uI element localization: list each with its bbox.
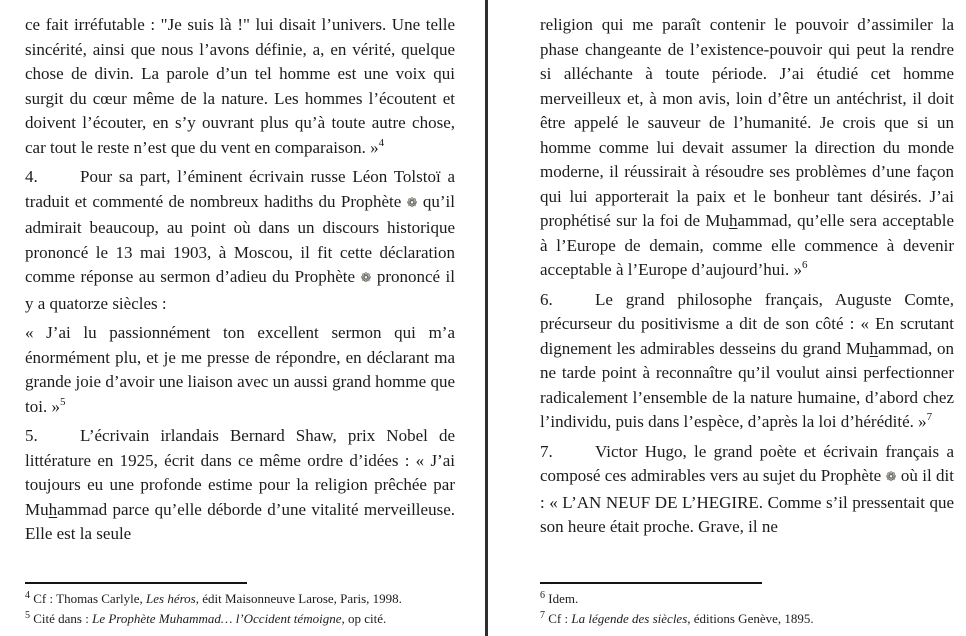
footnote-6 <box>540 589 952 609</box>
footnote-ref: 5 <box>59 395 66 408</box>
paragraph-number: 6. <box>540 289 553 309</box>
text-segment: Pour sa part, l’éminent écrivain russe Léon Tolstoï a traduit et commenté de nombreux hadiths du Prophète <box>25 167 455 211</box>
text-segment: Cf : Thomas Carlyle, <box>30 591 147 606</box>
footnote-7 <box>540 609 952 629</box>
text-segment: où il dit : « L’AN NEUF DE L’HEGIRE. Comme s’il pressentait que son heure était proche. Grave, il ne <box>540 466 954 536</box>
pbuh-icon: ❁ <box>406 195 418 211</box>
text-segment: , édit Maisonneuve Larose, Paris, 1998. <box>195 591 402 606</box>
footnote-5 <box>25 609 453 629</box>
text-segment: , éditions Genève, 1895. <box>687 610 814 626</box>
text-segment: prononcé il y a quatorze siècles : <box>25 267 455 313</box>
pbuh-icon: ❁ <box>360 271 372 286</box>
paragraph-number: 7. <box>540 441 553 461</box>
text-segment: ce fait irréfutable : "Je suis là !" lui disait l’univers. Une telle sincérité, ainsi que nous l’avons définie, a, en vérité, quelque chose de divin. La parole d’un tel homme est une voix qui surgit du cœur même de la nature. Les hommes l’écoutent et doivent l’écouter, en s’y ouvrant plus qu’à toute autre chose, car tout le reste n’est que du vent en comparaison. » <box>25 15 455 157</box>
text-segment: « J’ai lu passionnément ton excellent sermon qui m’a énormément plu, et je me presse de répondre, en déclarant ma grande joie d’avoir une liaison avec un aussi grand homme que toi. » <box>25 323 455 416</box>
text-segment-italic: Le Prophète Muhammad… l’Occident témoigne <box>92 610 342 626</box>
paragraph-5-continuation <box>540 13 954 283</box>
text-segment: ammad parce qu’elle déborde d’une vitalité merveilleuse. Elle est la seule <box>25 499 455 543</box>
text-segment: ammad, on ne tarde point à reconnaître qu’il voulut ainsi perfectionner radicalement l’ensemble de la nature humaine, d’abord chez l’individu, puis dans l’espèce, d’après la loi d’hérédité. » <box>540 338 954 431</box>
text-segment-underline: h <box>48 499 58 519</box>
text-segment: Cf : <box>545 610 572 626</box>
quote-tolstoi <box>25 321 455 419</box>
text-segment-italic: Les héros <box>146 591 196 606</box>
paragraph-7 <box>540 440 954 540</box>
footnote-4 <box>25 589 453 609</box>
right-footnotes <box>540 582 952 628</box>
footnote-ref: 4 <box>25 590 30 601</box>
text-segment: qu’il admirait beaucoup, au point où dans un discours historique prononcé le 13 mai 1903, à Moscou, il fit cette déclaration comme réponse au sermon d’adieu du Prophète <box>25 191 456 286</box>
paragraph-number: 4. <box>25 167 38 186</box>
footnote-separator-rule <box>25 582 247 584</box>
text-segment: Le grand philosophe français, Auguste Comte, précurseur du positivisme a dit de son côté : « En scrutant dignement les admirables desseins du grand Mu <box>540 289 954 358</box>
text-segment: ammad, qu’elle sera acceptable à l’Europe de demain, comme elle commence à devenir acceptable à l’Europe d’aujourd’hui. » <box>540 211 954 279</box>
footnote-ref: 6 <box>540 590 545 601</box>
paragraph-5 <box>25 424 455 547</box>
paragraph-3-continuation <box>25 13 455 160</box>
pbuh-icon: ❁ <box>885 470 897 485</box>
footnote-ref: 7 <box>540 609 545 621</box>
footnote-ref: 4 <box>378 136 385 149</box>
footnote-ref: 6 <box>801 259 808 271</box>
text-segment-underline: h <box>728 211 738 230</box>
text-segment-underline: h <box>869 338 878 358</box>
footnote-ref: 7 <box>926 411 933 423</box>
paragraph-number: 5. <box>25 426 38 445</box>
text-segment-italic: La légende des siècles <box>571 610 688 626</box>
paragraph-6 <box>540 288 954 435</box>
text-segment: Cité dans : <box>30 610 93 626</box>
paragraph-4 <box>25 165 455 316</box>
text-segment: L’écrivain irlandais Bernard Shaw, prix Nobel de littérature en 1925, écrit dans ce même ordre d’idées : « J’ai toujours eu une profonde estime pour la religion prêchée par Mu <box>25 426 455 519</box>
text-segment: , op cité. <box>341 610 387 626</box>
text-segment: religion qui me paraît contenir le pouvoir d’assimiler la phase changeante de l’existence-pouvoir qui peut la rendre si alléchante à toute période. J’ai étudié cet homme merveilleux et, à mon avis, loin d’être un antéchrist, il doit être appelé le sauveur de l’humanité. Je crois que si un homme comme lui devait assumer la direction du monde moderne, il réussirait à résoudre ses problèmes d’une façon qui lui apporterait la paix et le bonheur tant désirés. J’ai prophétisé sur la foi de Mu <box>540 15 954 230</box>
text-segment: Victor Hugo, le grand poète et écrivain français a composé ces admirables vers au sujet du Prophète <box>540 441 954 485</box>
text-segment: Idem. <box>545 591 579 606</box>
footnote-separator-rule <box>540 582 762 584</box>
right-column <box>488 0 966 636</box>
footnote-ref: 5 <box>25 609 30 621</box>
left-footnotes <box>25 582 453 628</box>
